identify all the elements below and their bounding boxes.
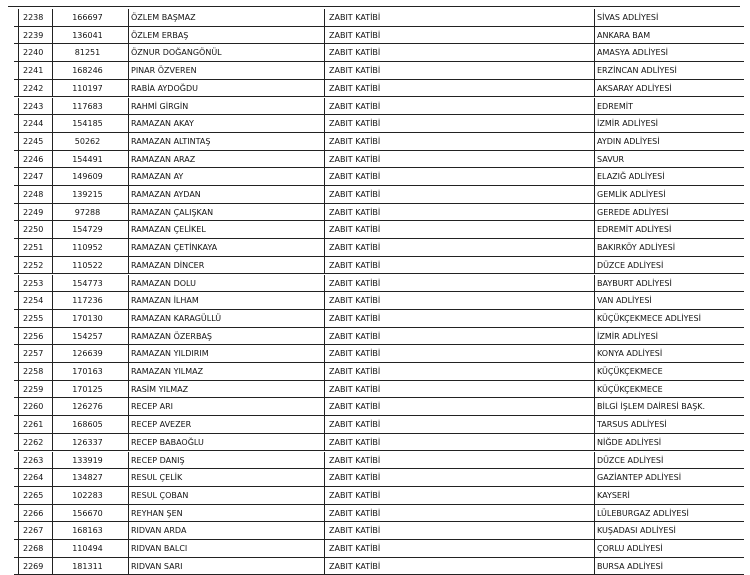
registry-number: 170163 bbox=[52, 363, 128, 381]
registry-number: 154257 bbox=[52, 328, 128, 346]
row-index: 2245 bbox=[18, 133, 52, 151]
registry-number: 168246 bbox=[52, 62, 128, 80]
table-row bbox=[0, 239, 750, 257]
row-index: 2243 bbox=[18, 98, 52, 116]
person-name: RIDVAN BALCI bbox=[128, 540, 324, 558]
row-index: 2251 bbox=[18, 239, 52, 257]
assigned-office: ERZİNCAN ADLİYESİ bbox=[594, 62, 744, 80]
person-name: RIDVAN SARI bbox=[128, 558, 324, 575]
table-row bbox=[0, 168, 750, 186]
job-title: ZABIT KATİBİ bbox=[324, 540, 594, 558]
row-index: 2261 bbox=[18, 416, 52, 434]
table-row bbox=[0, 363, 750, 381]
job-title: ZABIT KATİBİ bbox=[324, 363, 594, 381]
table-row bbox=[0, 257, 750, 275]
person-name: RAMAZAN YILDIRIM bbox=[128, 345, 324, 363]
assigned-office: EDREMİT ADLİYESİ bbox=[594, 221, 744, 239]
registry-number: 149609 bbox=[52, 168, 128, 186]
assigned-office: NİĞDE ADLİYESİ bbox=[594, 434, 744, 452]
table-row bbox=[0, 275, 750, 293]
assigned-office: GAZİANTEP ADLİYESİ bbox=[594, 469, 744, 487]
assigned-office: BİLGİ İŞLEM DAİRESİ BAŞK. bbox=[594, 398, 744, 416]
job-title: ZABIT KATİBİ bbox=[324, 168, 594, 186]
job-title: ZABIT KATİBİ bbox=[324, 151, 594, 169]
table-row bbox=[0, 434, 750, 452]
table-row bbox=[0, 328, 750, 346]
job-title: ZABIT KATİBİ bbox=[324, 98, 594, 116]
assigned-office: KUŞADASI ADLİYESİ bbox=[594, 522, 744, 540]
table-row bbox=[0, 98, 750, 116]
row-index: 2259 bbox=[18, 381, 52, 399]
table-row bbox=[0, 80, 750, 98]
registry-number: 110952 bbox=[52, 239, 128, 257]
table-row bbox=[0, 44, 750, 62]
table-row bbox=[0, 133, 750, 151]
row-index: 2240 bbox=[18, 44, 52, 62]
table-row bbox=[0, 452, 750, 470]
row-index: 2246 bbox=[18, 151, 52, 169]
registry-number: 154491 bbox=[52, 151, 128, 169]
person-name: RAMAZAN YILMAZ bbox=[128, 363, 324, 381]
assigned-office: İZMİR ADLİYESİ bbox=[594, 328, 744, 346]
table-row bbox=[0, 310, 750, 328]
row-index: 2252 bbox=[18, 257, 52, 275]
registry-number: 110494 bbox=[52, 540, 128, 558]
registry-number: 134827 bbox=[52, 469, 128, 487]
assigned-office: SİVAS ADLİYESİ bbox=[594, 9, 744, 27]
assigned-office: TARSUS ADLİYESİ bbox=[594, 416, 744, 434]
table-row bbox=[0, 9, 750, 27]
person-name: RECEP BABAOĞLU bbox=[128, 434, 324, 452]
person-name: RAMAZAN ARAZ bbox=[128, 151, 324, 169]
person-name: RECEP DANIŞ bbox=[128, 452, 324, 470]
job-title: ZABIT KATİBİ bbox=[324, 398, 594, 416]
table-row bbox=[0, 505, 750, 523]
person-name: RAHMİ GİRGİN bbox=[128, 98, 324, 116]
table-row bbox=[0, 487, 750, 505]
row-index: 2264 bbox=[18, 469, 52, 487]
job-title: ZABIT KATİBİ bbox=[324, 133, 594, 151]
row-index: 2238 bbox=[18, 9, 52, 27]
job-title: ZABIT KATİBİ bbox=[324, 505, 594, 523]
job-title: ZABIT KATİBİ bbox=[324, 558, 594, 575]
table-row bbox=[0, 151, 750, 169]
registry-number: 139215 bbox=[52, 186, 128, 204]
row-index: 2257 bbox=[18, 345, 52, 363]
row-index: 2242 bbox=[18, 80, 52, 98]
table-row bbox=[0, 540, 750, 558]
row-index: 2267 bbox=[18, 522, 52, 540]
assigned-office: AYDIN ADLİYESİ bbox=[594, 133, 744, 151]
table-row bbox=[0, 292, 750, 310]
table-row bbox=[0, 398, 750, 416]
person-name: PINAR ÖZVEREN bbox=[128, 62, 324, 80]
registry-number: 170125 bbox=[52, 381, 128, 399]
job-title: ZABIT KATİBİ bbox=[324, 204, 594, 222]
assigned-office: GEMLİK ADLİYESİ bbox=[594, 186, 744, 204]
row-index: 2239 bbox=[18, 27, 52, 45]
table-row bbox=[0, 381, 750, 399]
person-name: RAMAZAN ÇELİKEL bbox=[128, 221, 324, 239]
job-title: ZABIT KATİBİ bbox=[324, 115, 594, 133]
assigned-office: KÜÇÜKÇEKMECE ADLİYESİ bbox=[594, 310, 744, 328]
registry-number: 117683 bbox=[52, 98, 128, 116]
job-title: ZABIT KATİBİ bbox=[324, 27, 594, 45]
job-title: ZABIT KATİBİ bbox=[324, 44, 594, 62]
table-row bbox=[0, 416, 750, 434]
row-index: 2266 bbox=[18, 505, 52, 523]
person-name: RAMAZAN ÇETİNKAYA bbox=[128, 239, 324, 257]
job-title: ZABIT KATİBİ bbox=[324, 328, 594, 346]
row-index: 2253 bbox=[18, 275, 52, 293]
person-name: ÖZNUR DOĞANGÖNÜL bbox=[128, 44, 324, 62]
registry-number: 117236 bbox=[52, 292, 128, 310]
table-row bbox=[0, 62, 750, 80]
assigned-office: EDREMİT bbox=[594, 98, 744, 116]
assigned-office: SAVUR bbox=[594, 151, 744, 169]
job-title: ZABIT KATİBİ bbox=[324, 381, 594, 399]
assigned-office: VAN ADLİYESİ bbox=[594, 292, 744, 310]
registry-number: 154773 bbox=[52, 275, 128, 293]
registry-number: 102283 bbox=[52, 487, 128, 505]
person-name: RASİM YILMAZ bbox=[128, 381, 324, 399]
assigned-office: AMASYA ADLİYESİ bbox=[594, 44, 744, 62]
person-name: RAMAZAN AY bbox=[128, 168, 324, 186]
job-title: ZABIT KATİBİ bbox=[324, 186, 594, 204]
row-index: 2244 bbox=[18, 115, 52, 133]
job-title: ZABIT KATİBİ bbox=[324, 221, 594, 239]
person-name: RIDVAN ARDA bbox=[128, 522, 324, 540]
row-index: 2250 bbox=[18, 221, 52, 239]
person-name: RESUL ÇELİK bbox=[128, 469, 324, 487]
table-row bbox=[0, 186, 750, 204]
assigned-office: KÜÇÜKÇEKMECE bbox=[594, 363, 744, 381]
row-index: 2247 bbox=[18, 168, 52, 186]
person-name: ÖZLEM BAŞMAZ bbox=[128, 9, 324, 27]
assigned-office: BAKIRKÖY ADLİYESİ bbox=[594, 239, 744, 257]
job-title: ZABIT KATİBİ bbox=[324, 80, 594, 98]
registry-number: 110522 bbox=[52, 257, 128, 275]
table-row bbox=[0, 345, 750, 363]
table-row bbox=[0, 221, 750, 239]
row-index: 2263 bbox=[18, 452, 52, 470]
registry-number: 97288 bbox=[52, 204, 128, 222]
person-name: REYHAN ŞEN bbox=[128, 505, 324, 523]
job-title: ZABIT KATİBİ bbox=[324, 9, 594, 27]
assigned-office: KONYA ADLİYESİ bbox=[594, 345, 744, 363]
registry-number: 126276 bbox=[52, 398, 128, 416]
job-title: ZABIT KATİBİ bbox=[324, 62, 594, 80]
person-name: RAMAZAN AYDAN bbox=[128, 186, 324, 204]
assigned-office: LÜLEBURGAZ ADLİYESİ bbox=[594, 505, 744, 523]
job-title: ZABIT KATİBİ bbox=[324, 310, 594, 328]
table-row bbox=[0, 558, 750, 575]
row-index: 2254 bbox=[18, 292, 52, 310]
row-index: 2258 bbox=[18, 363, 52, 381]
person-name: RESUL ÇOBAN bbox=[128, 487, 324, 505]
assigned-office: ELAZIĞ ADLİYESİ bbox=[594, 168, 744, 186]
person-name: ÖZLEM ERBAŞ bbox=[128, 27, 324, 45]
person-name: RAMAZAN İLHAM bbox=[128, 292, 324, 310]
row-index: 2248 bbox=[18, 186, 52, 204]
job-title: ZABIT KATİBİ bbox=[324, 452, 594, 470]
registry-number: 50262 bbox=[52, 133, 128, 151]
registry-number: 168163 bbox=[52, 522, 128, 540]
table-row bbox=[0, 27, 750, 45]
assigned-office: KAYSERİ bbox=[594, 487, 744, 505]
assigned-office: ÇORLU ADLİYESİ bbox=[594, 540, 744, 558]
table-row bbox=[0, 115, 750, 133]
row-index: 2269 bbox=[18, 558, 52, 575]
assigned-office: DÜZCE ADLİYESİ bbox=[594, 257, 744, 275]
job-title: ZABIT KATİBİ bbox=[324, 434, 594, 452]
assigned-office: İZMİR ADLİYESİ bbox=[594, 115, 744, 133]
assigned-office: DÜZCE ADLİYESİ bbox=[594, 452, 744, 470]
assigned-office: AKSARAY ADLİYESİ bbox=[594, 80, 744, 98]
table-top-border bbox=[8, 6, 740, 7]
row-index: 2256 bbox=[18, 328, 52, 346]
job-title: ZABIT KATİBİ bbox=[324, 292, 594, 310]
row-index: 2268 bbox=[18, 540, 52, 558]
row-index: 2262 bbox=[18, 434, 52, 452]
job-title: ZABIT KATİBİ bbox=[324, 487, 594, 505]
row-index: 2255 bbox=[18, 310, 52, 328]
assigned-office: GEREDE ADLİYESİ bbox=[594, 204, 744, 222]
registry-number: 154729 bbox=[52, 221, 128, 239]
row-index: 2260 bbox=[18, 398, 52, 416]
person-name: RABİA AYDOĞDU bbox=[128, 80, 324, 98]
table-row bbox=[0, 522, 750, 540]
job-title: ZABIT KATİBİ bbox=[324, 239, 594, 257]
registry-number: 170130 bbox=[52, 310, 128, 328]
person-name: RAMAZAN ALTINTAŞ bbox=[128, 133, 324, 151]
registry-number: 181311 bbox=[52, 558, 128, 575]
registry-number: 154185 bbox=[52, 115, 128, 133]
registry-number: 81251 bbox=[52, 44, 128, 62]
assigned-office: ANKARA BAM bbox=[594, 27, 744, 45]
job-title: ZABIT KATİBİ bbox=[324, 275, 594, 293]
person-name: RAMAZAN AKAY bbox=[128, 115, 324, 133]
person-name: RAMAZAN ÖZERBAŞ bbox=[128, 328, 324, 346]
assigned-office: BURSA ADLİYESİ bbox=[594, 558, 744, 575]
person-name: RECEP ARI bbox=[128, 398, 324, 416]
job-title: ZABIT KATİBİ bbox=[324, 416, 594, 434]
registry-number: 126639 bbox=[52, 345, 128, 363]
person-name: RAMAZAN KARAGÜLLÜ bbox=[128, 310, 324, 328]
registry-number: 156670 bbox=[52, 505, 128, 523]
job-title: ZABIT KATİBİ bbox=[324, 469, 594, 487]
registry-number: 136041 bbox=[52, 27, 128, 45]
person-name: RAMAZAN ÇALIŞKAN bbox=[128, 204, 324, 222]
registry-number: 126337 bbox=[52, 434, 128, 452]
row-index: 2241 bbox=[18, 62, 52, 80]
registry-number: 166697 bbox=[52, 9, 128, 27]
assigned-office: KÜÇÜKÇEKMECE bbox=[594, 381, 744, 399]
row-index: 2265 bbox=[18, 487, 52, 505]
person-name: RECEP AVEZER bbox=[128, 416, 324, 434]
person-name: RAMAZAN DOLU bbox=[128, 275, 324, 293]
job-title: ZABIT KATİBİ bbox=[324, 522, 594, 540]
registry-number: 110197 bbox=[52, 80, 128, 98]
registry-number: 168605 bbox=[52, 416, 128, 434]
person-name: RAMAZAN DİNCER bbox=[128, 257, 324, 275]
registry-number: 133919 bbox=[52, 452, 128, 470]
table-row bbox=[0, 204, 750, 222]
job-title: ZABIT KATİBİ bbox=[324, 257, 594, 275]
assigned-office: BAYBURT ADLİYESİ bbox=[594, 275, 744, 293]
row-index: 2249 bbox=[18, 204, 52, 222]
table-row bbox=[0, 469, 750, 487]
job-title: ZABIT KATİBİ bbox=[324, 345, 594, 363]
